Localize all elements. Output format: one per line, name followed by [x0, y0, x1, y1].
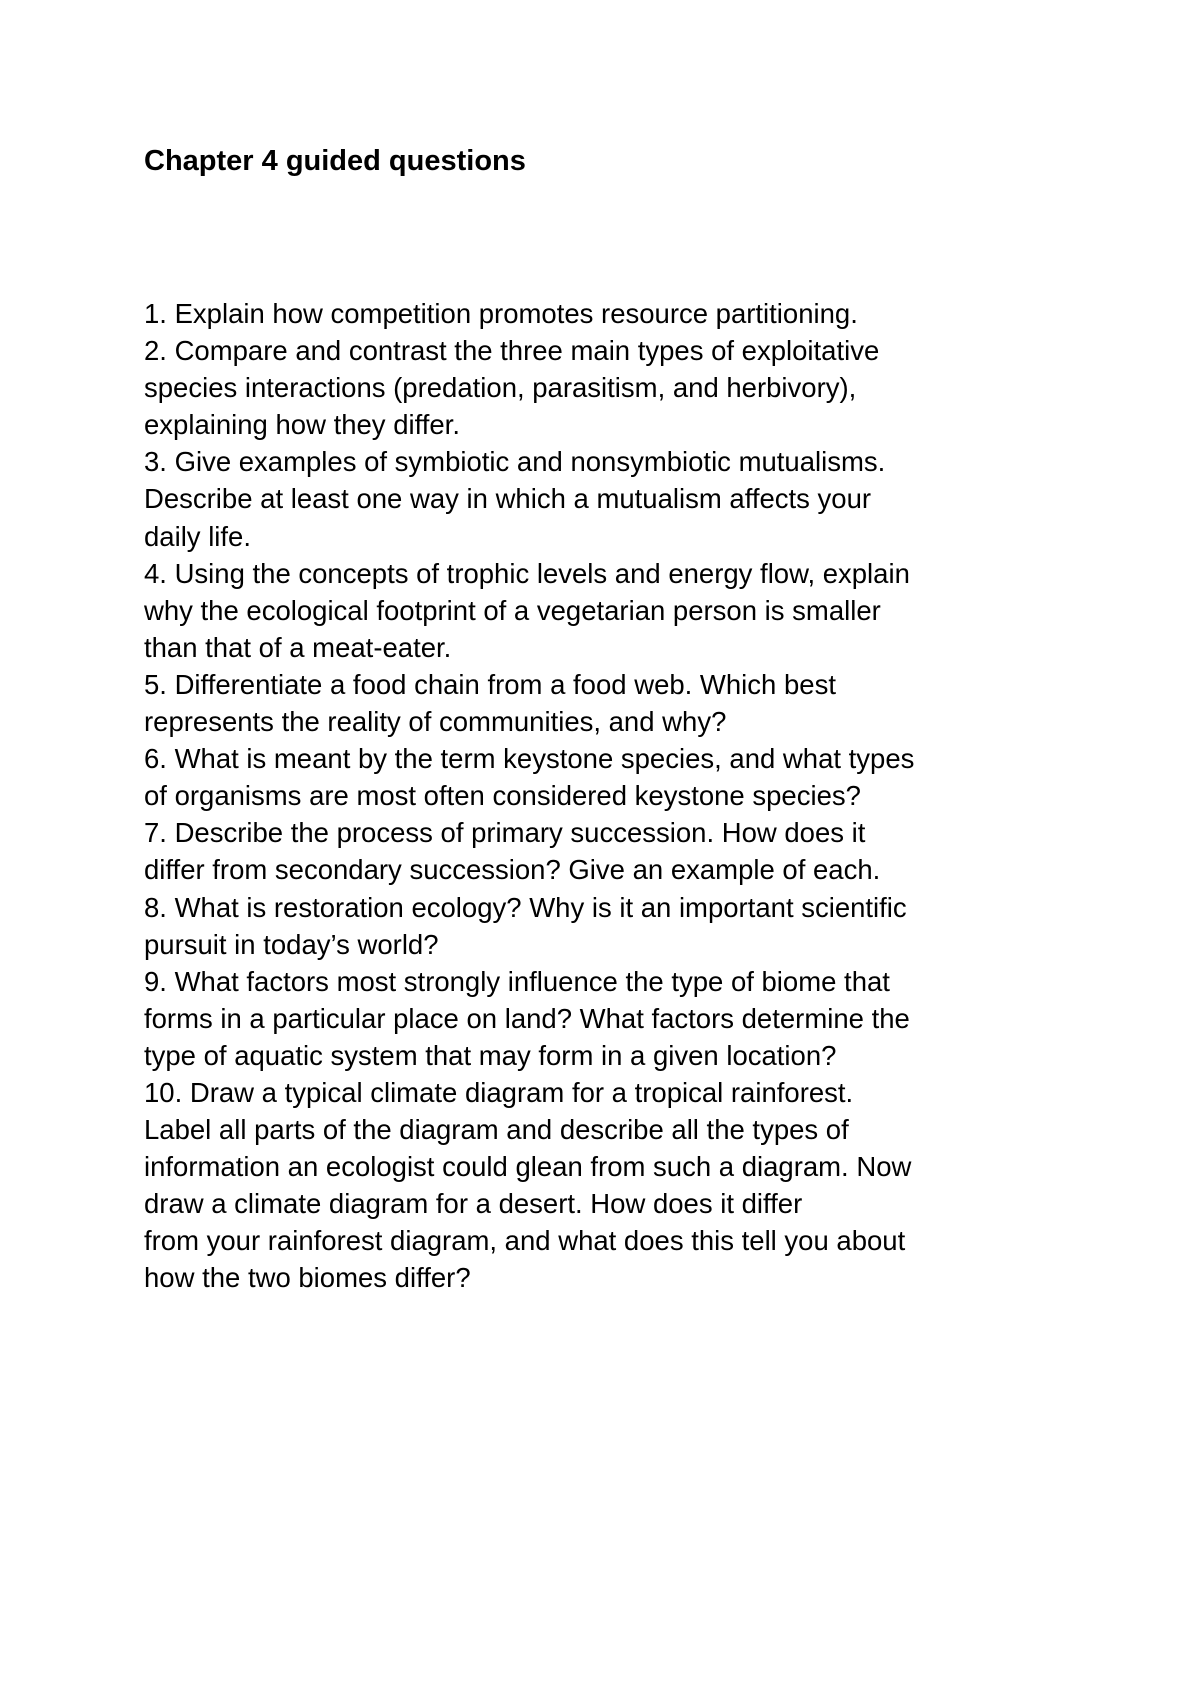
question-item-3 — [144, 443, 1104, 554]
question-line: pursuit in today’s world? — [144, 928, 439, 960]
question-line: how the two biomes differ? — [144, 1262, 471, 1294]
question-line: daily life. — [144, 520, 251, 552]
question-list — [144, 295, 1104, 1297]
question-item-6 — [144, 740, 1104, 814]
question-item-2 — [144, 332, 1104, 443]
question-line: forms in a particular place on land? What factors determine the — [144, 1002, 910, 1034]
question-line: species interactions (predation, parasitism, and herbivory), — [144, 372, 857, 404]
question-item-9 — [144, 963, 1104, 1074]
question-line: 2. Compare and contrast the three main types of exploitative — [144, 335, 880, 367]
question-line: draw a climate diagram for a desert. How does it differ — [144, 1188, 803, 1220]
question-line: from your rainforest diagram, and what does this tell you about — [144, 1225, 906, 1257]
question-line: 7. Describe the process of primary succession. How does it — [144, 817, 866, 849]
question-line: of organisms are most often considered keystone species? — [144, 780, 861, 812]
question-line: 8. What is restoration ecology? Why is it an important scientific — [144, 891, 907, 923]
question-line: information an ecologist could glean from such a diagram. Now — [144, 1151, 912, 1183]
question-line: represents the reality of communities, and why? — [144, 706, 727, 738]
question-line: 4. Using the concepts of trophic levels and energy flow, explain — [144, 557, 910, 589]
question-line: 10. Draw a typical climate diagram for a tropical rainforest. — [144, 1076, 854, 1108]
question-line: why the ecological footprint of a vegetarian person is smaller — [144, 594, 881, 626]
question-item-7 — [144, 814, 1104, 888]
question-item-8 — [144, 889, 1104, 963]
document-title: Chapter 4 guided questions — [144, 145, 526, 177]
question-item-5 — [144, 666, 1104, 740]
question-line: explaining how they differ. — [144, 409, 460, 441]
question-line: Label all parts of the diagram and describe all the types of — [144, 1114, 849, 1146]
question-line: 3. Give examples of symbiotic and nonsymbiotic mutualisms. — [144, 446, 886, 478]
question-item-10 — [144, 1074, 1104, 1297]
question-item-4 — [144, 555, 1104, 666]
question-line: 1. Explain how competition promotes resource partitioning. — [144, 298, 858, 329]
question-line: 9. What factors most strongly influence the type of biome that — [144, 965, 890, 997]
question-line: 5. Differentiate a food chain from a food web. Which best — [144, 668, 836, 700]
question-line: Describe at least one way in which a mutualism affects your — [144, 483, 872, 515]
question-item-1 — [144, 295, 1104, 332]
question-line: than that of a meat-eater. — [144, 631, 452, 663]
question-line: differ from secondary succession? Give an example of each. — [144, 854, 881, 886]
question-line: 6. What is meant by the term keystone species, and what types — [144, 743, 915, 775]
question-line: type of aquatic system that may form in a given location? — [144, 1039, 837, 1071]
